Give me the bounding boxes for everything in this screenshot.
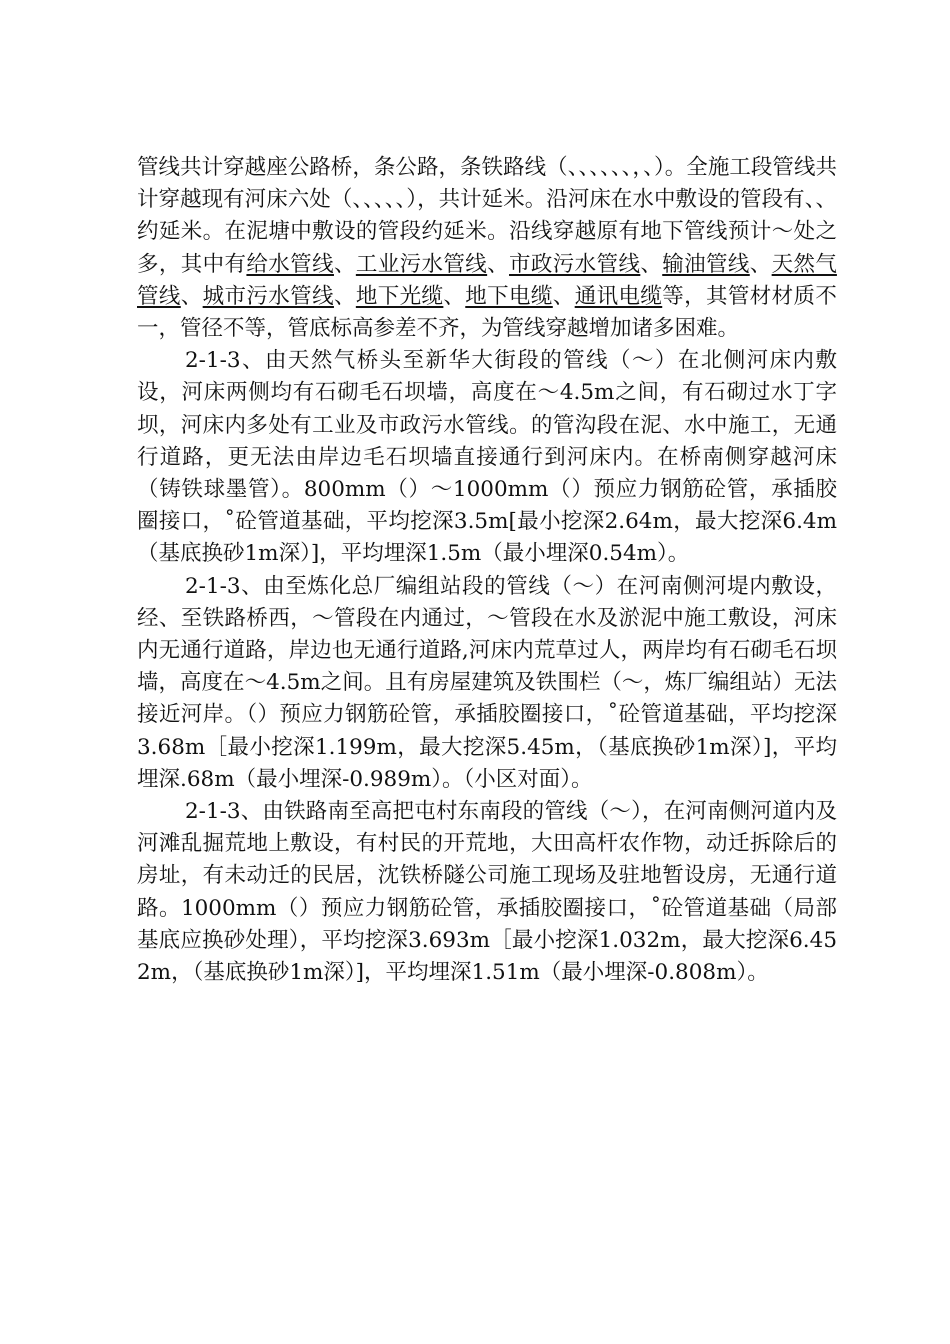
- separator: 、: [333, 283, 356, 309]
- pipe-underground-optical-cable: 地下光缆: [355, 283, 444, 309]
- paragraph-section-railway-south: 2-1-3、由铁路南至高把屯村东南段的管线（～），在河南侧河道内及河滩乱掘荒地上敷设，有村民的开荒地，大田高杆农作物，动迁拆除后的房址，有未动迁的民居，沈铁桥隧公司施工现场及驻地暂设房，无通行道路。1000mm（）预应力钢筋砼管，承插胶圈接口，˚砼管道基础（局部基底应换砂处理），平均挖深3.693m［最小挖深1.032m，最大挖深6.452m，（基底换砂1m深）]，平均埋深1.51m（最小埋深-0.808m）。: [137, 799, 837, 986]
- separator: 、: [552, 283, 575, 309]
- pipe-city-sewage: 城市污水管线: [202, 283, 334, 309]
- pipe-water-supply: 给水管线: [246, 251, 334, 277]
- pipe-communication-cable: 通讯电缆: [574, 283, 663, 309]
- pipe-industrial-sewage: 工业污水管线: [355, 251, 488, 277]
- paragraph-section-refinery-yard: 2-1-3、由至炼化总厂编组站段的管线（～）在河南侧河堤内敷设，经、至铁路桥西，～管段在内通过，～管段在水及淤泥中施工敷设，河床内无通行道路，岸边也无通行道路,河床内荒草过人，两岸均有石砌毛石坝墙，高度在～4.5m之间。且有房屋建筑及铁围栏（～，炼厂编组站）无法接近河岸。（）预应力钢筋砼管，承插胶圈接口，˚砼管道基础，平均挖深3.68m［最小挖深1.199m，最大挖深5.45m，（基底换砂1m深）]，平均埋深.68m（最小埋深-0.989m）。（小区对面）。: [137, 573, 837, 792]
- separator: 、: [487, 251, 510, 277]
- separator: 、: [640, 251, 663, 277]
- separator: 、: [333, 251, 356, 277]
- separator: 、: [749, 251, 772, 277]
- document-body: [137, 152, 837, 989]
- paragraph-pipeline-crossings: [137, 152, 837, 345]
- separator: 、: [180, 283, 203, 309]
- paragraph-lead-text: 管线共计穿越座公路桥，条公路，条铁路线（、、、、、、，、）。全施工段管线共计穿越现有河床六处（、、、、、），共计延米。沿河床在水中敷设的管段有、、约延米。在泥塘中敷设的管段约延米。沿线穿越原有地下管线预计～处之多，其中有: [137, 155, 837, 277]
- pipe-natural-gas: 天然气管线: [137, 251, 837, 309]
- pipe-underground-cable: 地下电缆: [465, 283, 553, 309]
- pipe-oil: 输油管线: [662, 251, 750, 277]
- paragraph-section-gas-bridge: 2-1-3、由天然气桥头至新华大街段的管线（～）在北侧河床内敷设，河床两侧均有石砌毛石坝墙，高度在～4.5m之间，有石砌过水丁字坝，河床内多处有工业及市政污水管线。的管沟段在泥、水中施工，无通行道路，更无法由岸边毛石坝墙直接通行到河床内。在桥南侧穿越河床（铸铁球墨管）。800mm（）～1000mm（）预应力钢筋砼管，承插胶圈接口，˚砼管道基础，平均挖深3.5m[最小挖深2.64m，最大挖深6.4m（基底换砂1m深）]，平均埋深1.5m（最小埋深0.54m）。: [137, 348, 837, 567]
- separator: 、: [443, 283, 466, 309]
- pipe-municipal-sewage: 市政污水管线: [509, 251, 641, 277]
- paragraph-tail-text: 等，其管材材质不一，管径不等，管底标高参差不齐，为管线穿越增加诸多困难。: [137, 283, 837, 342]
